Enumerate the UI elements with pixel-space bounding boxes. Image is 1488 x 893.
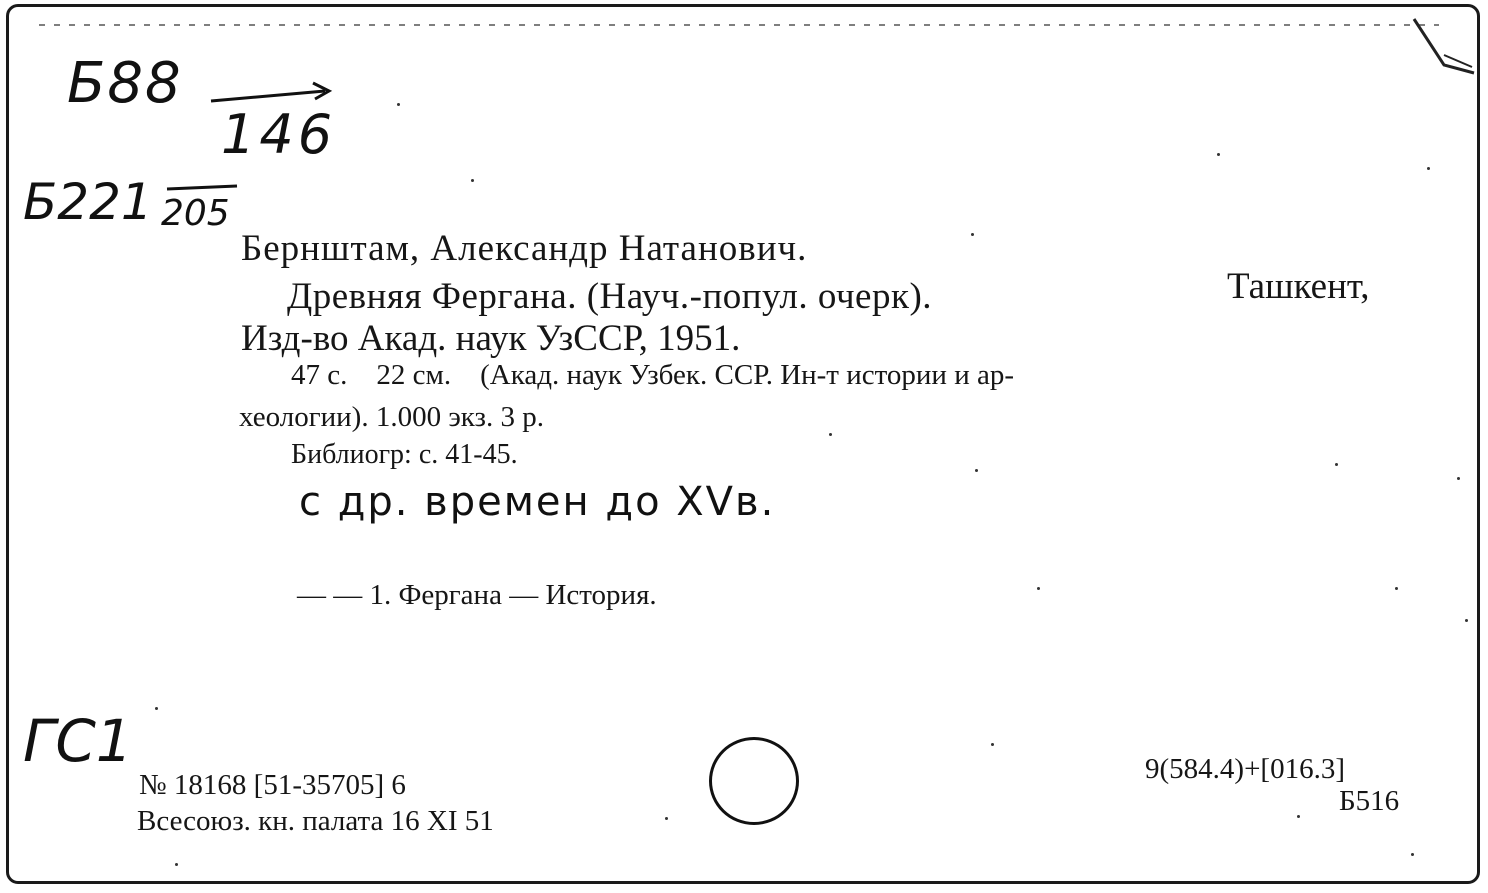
scan-speck [471, 179, 474, 182]
scan-speck [155, 707, 158, 710]
scan-speck [1335, 463, 1338, 466]
scan-speck [397, 103, 400, 106]
scan-speck [1297, 815, 1300, 818]
entry-subject-heading: — — 1. Фергана — История. [297, 579, 657, 611]
entry-physical-description-cont: хеологии). 1.000 экз. 3 р. [239, 401, 544, 433]
entry-title: Древняя Фергана. (Науч.-попул. очерк). [287, 276, 933, 317]
punch-hole [709, 737, 799, 825]
book-chamber-line: Всесоюз. кн. палата 16 XI 51 [137, 805, 494, 837]
scan-speck [829, 433, 832, 436]
scan-speck [175, 863, 178, 866]
entry-physical-description: 47 с. 22 см. (Акад. наук Узбек. ССР. Ин-т истории и ар- [291, 359, 1015, 391]
entry-place: Ташкент, [1227, 266, 1370, 307]
scan-speck [1217, 153, 1220, 156]
handwritten-bottom-code: ГС1 [23, 707, 133, 775]
handwritten-shelf-mark: Б88 [67, 51, 183, 116]
shelf-mark-overline [165, 183, 245, 193]
scan-speck [1457, 477, 1460, 480]
entry-author: Бернштам, Александр Натанович. [241, 228, 808, 269]
entry-bibliography: Библиогр: с. 41-45. [291, 439, 518, 470]
scan-speck [665, 817, 668, 820]
scan-speck [1395, 587, 1398, 590]
scan-speck [991, 743, 994, 746]
corner-fold-mark [1404, 15, 1479, 85]
handwritten-shelf-mark-second: Б221 [23, 173, 153, 231]
handwritten-shelf-mark-sub: 146 [221, 103, 337, 166]
author-mark: Б516 [1339, 785, 1400, 817]
scan-speck [971, 233, 974, 236]
scan-speck [975, 469, 978, 472]
scan-speck [1411, 853, 1414, 856]
handwritten-period-note: с др. времен до XVв. [299, 479, 776, 525]
scan-speck [1037, 587, 1040, 590]
scan-speck [1465, 619, 1468, 622]
handwritten-shelf-mark-second-sub: 205 [161, 193, 230, 234]
scan-speck [1427, 167, 1430, 170]
catalog-card [6, 4, 1480, 884]
record-number: № 18168 [51-35705] 6 [139, 769, 406, 801]
classification-code: 9(584.4)+[016.3] [1145, 753, 1345, 785]
entry-publisher: Изд-во Акад. наук УзССР, 1951. [241, 318, 741, 359]
scan-artifact-line [39, 21, 1439, 29]
